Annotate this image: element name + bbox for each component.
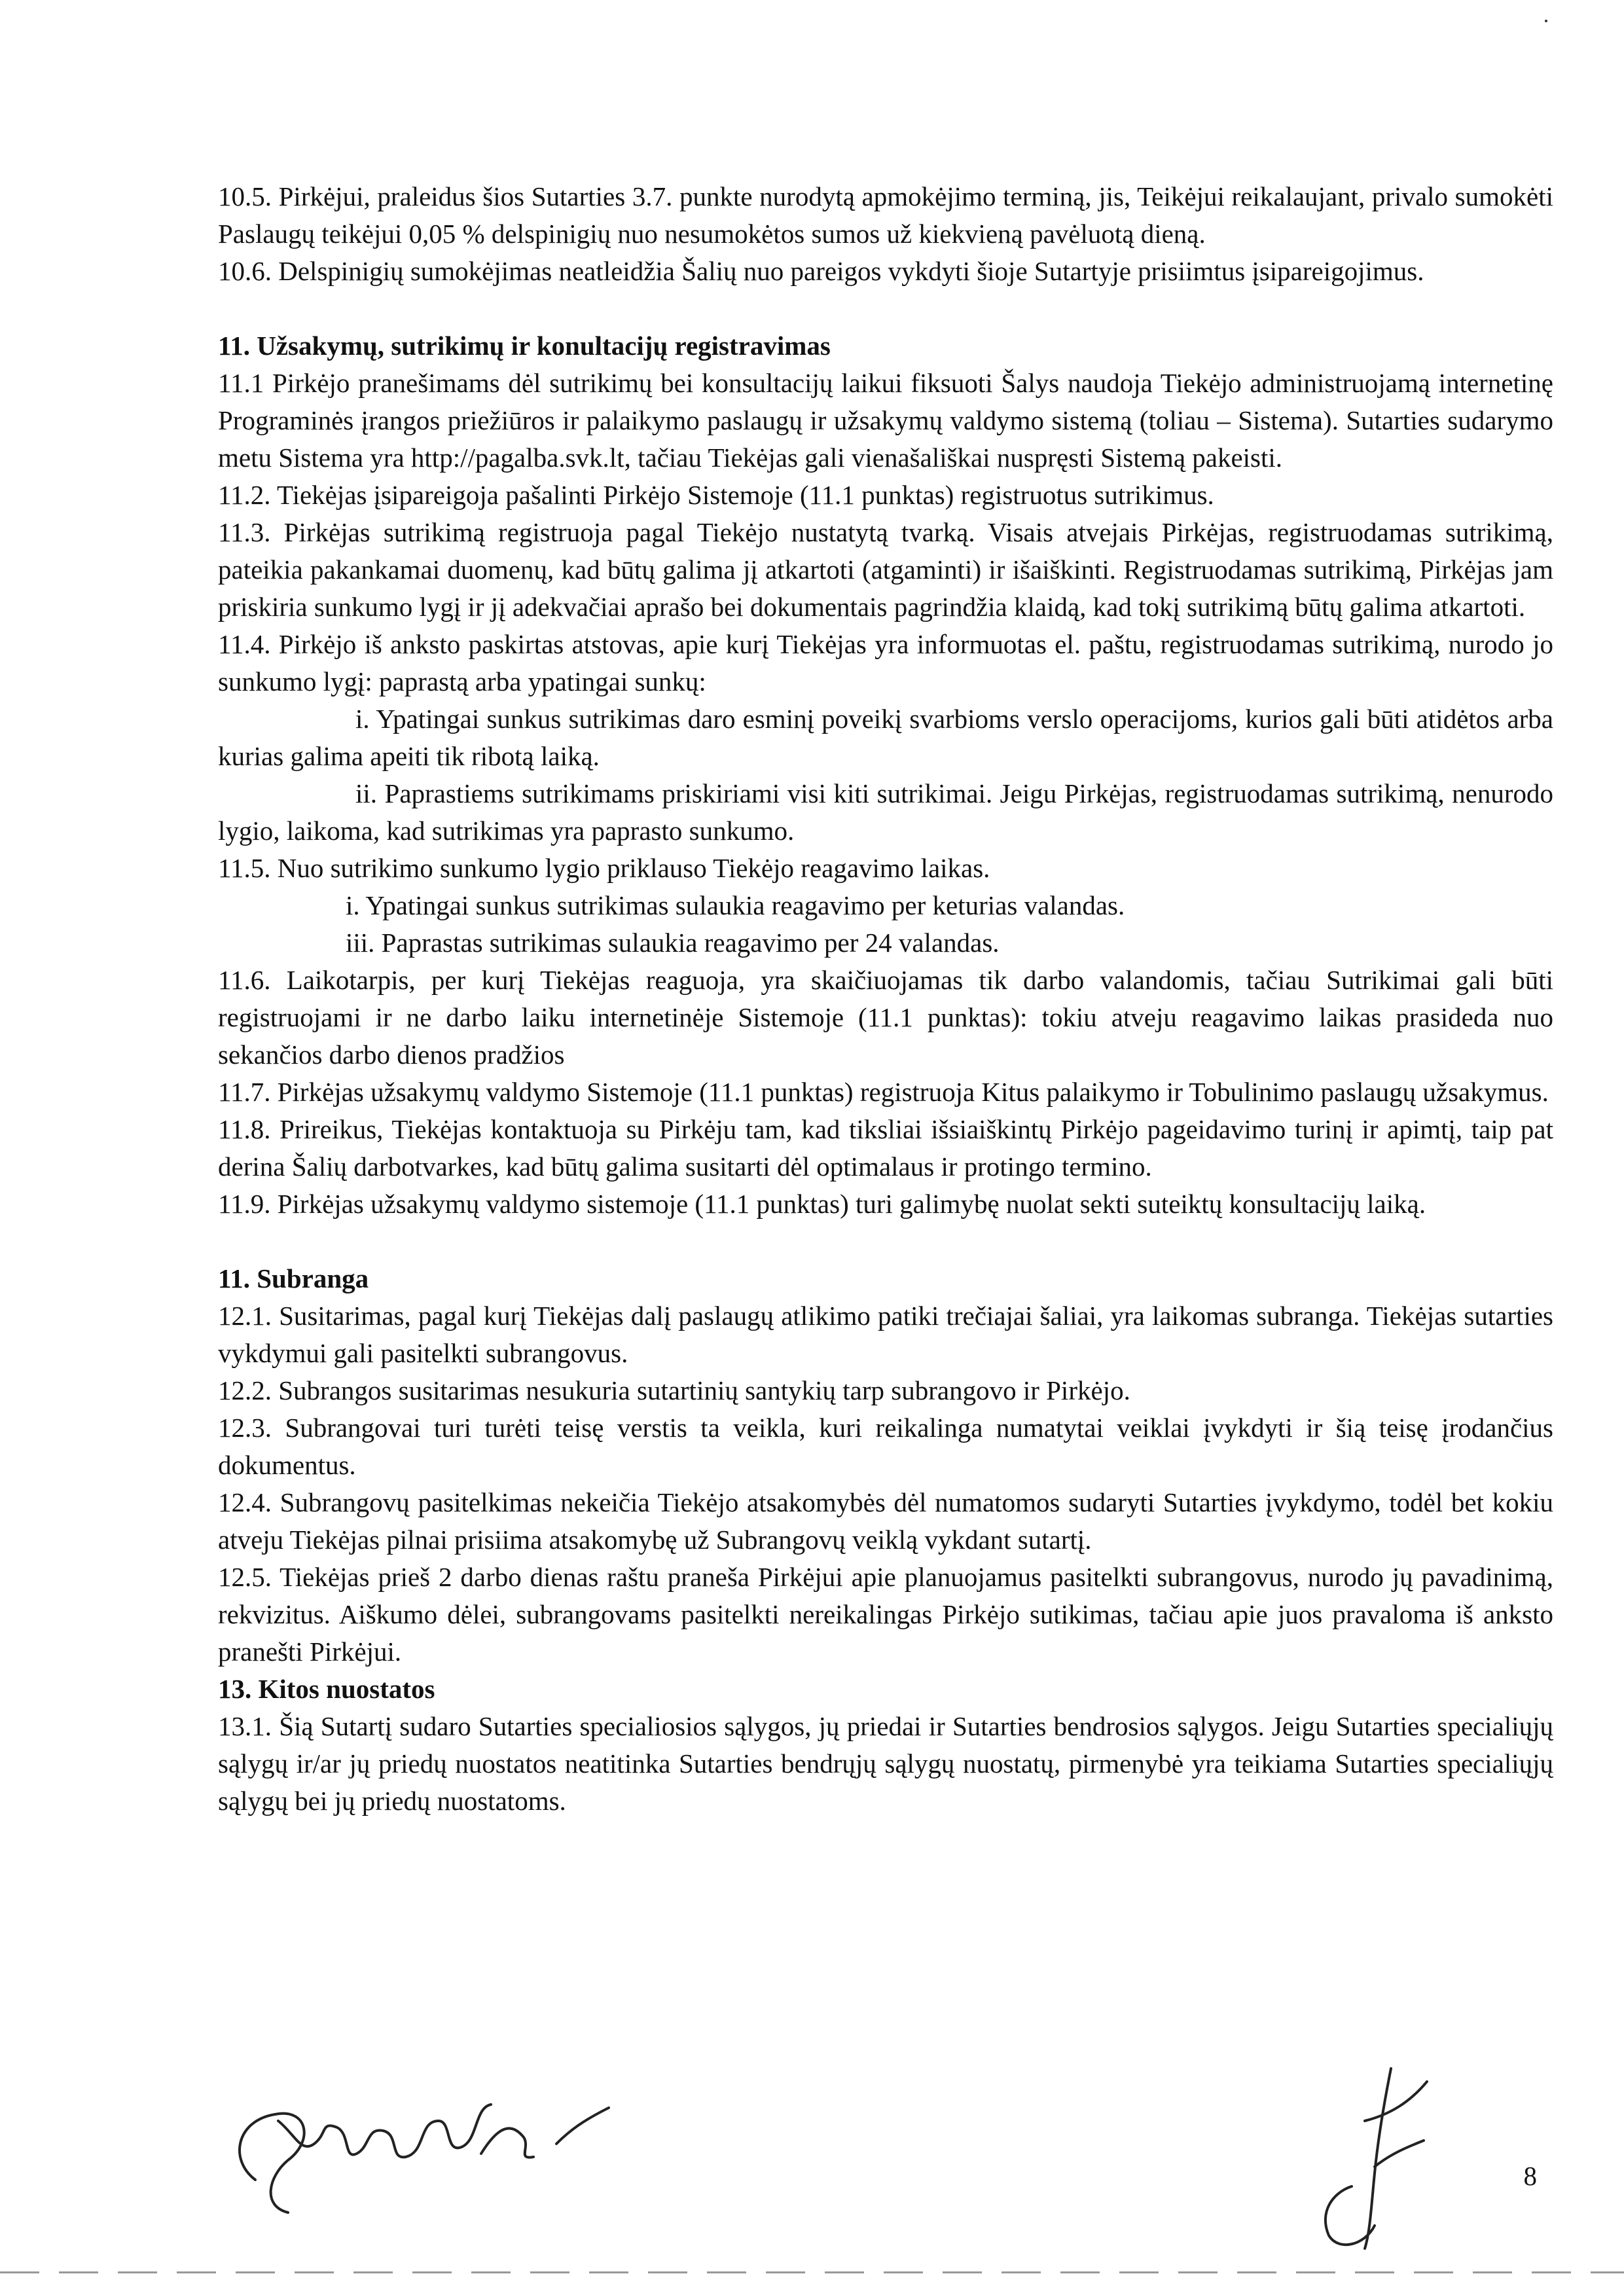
clause-10-5: 10.5. Pirkėjui, praleidus šios Sutarties 3.7. punkte nurodytą apmokėjimo terminą, jis, Teikėjui reikalaujant, privalo sumokėti Paslaugų teikėjui 0,05 % delspinigių nuo nesumokėtos sumos už kiekvieną pavėluotą dieną. bbox=[218, 181, 1553, 249]
clause-11-4-ii: ii. Paprastiems sutrikimams priskiriami visi kiti sutrikimai. Jeigu Pirkėjas, registruodamas sutrikimą, nenurodo lygio, laikoma, kad sutrikimas yra paprasto sunkumo. bbox=[218, 778, 1553, 846]
clause-11-6: 11.6. Laikotarpis, per kurį Tiekėjas reaguoja, yra skaičiuojamas tik darbo valandomis, tačiau Sutrikimai gali būti registruojami ir ne darbo laiku internetinėje Sistemoje (11.1 punktas): tokiu atveju reagavimo laikas prasideda nuo sekančios darbo dienos pradžios bbox=[218, 965, 1553, 1070]
clause-11-5-i: i. Ypatingai sunkus sutrikimas sulaukia reagavimo per keturias valandas. bbox=[346, 890, 1125, 920]
clause-10-6: 10.6. Delspinigių sumokėjimas neatleidžia Šalių nuo pareigos vykdyti šioje Sutartyje prisiimtus įsipareigojimus. bbox=[218, 256, 1424, 286]
clause-11-8: 11.8. Prireikus, Tiekėjas kontaktuoja su Pirkėju tam, kad tiksliai išsiaiškintų Pirkėjo pageidavimo turinį ir apimtį, taip pat derina Šalių darbotvarkes, kad būtų galima susitarti dėl optimalaus ir protingo termino. bbox=[218, 1114, 1553, 1182]
section-heading-11: 11. Užsakymų, sutrikimų ir konultacijų registravimas bbox=[218, 331, 831, 361]
clause-11-5-iii: iii. Paprastas sutrikimas sulaukia reagavimo per 24 valandas. bbox=[346, 928, 1000, 958]
signature-right bbox=[1293, 2062, 1437, 2258]
scan-speck bbox=[1545, 20, 1547, 22]
clause-12-2: 12.2. Subrangos susitarimas nesukuria sutartinių santykių tarp subrangovo ir Pirkėjo. bbox=[218, 1375, 1130, 1405]
clause-11-1: 11.1 Pirkėjo pranešimams dėl sutrikimų bei konsultacijų laikui fiksuoti Šalys naudoja Tiekėjo administruojamą internetinę Programinės įrangos priežiūros ir palaikymo paslaugų ir užsakymų valdymo sistemą (toliau – Sistema). Sutarties sudarymo metu Sistema yra http://pagalba.svk.lt, tačiau Tiekėjas gali vienašališkai nuspręsti Sistemą pakeisti. bbox=[218, 368, 1553, 473]
clause-12-4: 12.4. Subrangovų pasitelkimas nekeičia Tiekėjo atsakomybės dėl numatomos sudaryti Sutarties įvykdymo, todėl bet kokiu atveju Tiekėjas pilnai prisiima atsakomybę už Subrangovų veiklą vykdant sutartį. bbox=[218, 1487, 1553, 1555]
clause-11-9: 11.9. Pirkėjas užsakymų valdymo sistemoje (11.1 punktas) turi galimybę nuolat sekti suteiktų konsultacijų laiką. bbox=[218, 1189, 1426, 1219]
page-number: 8 bbox=[1523, 2161, 1537, 2191]
section-heading-subranga: 11. Subranga bbox=[218, 1263, 369, 1293]
signature-left bbox=[216, 2082, 622, 2232]
clause-11-3: 11.3. Pirkėjas sutrikimą registruoja pagal Tiekėjo nustatytą tvarką. Visais atvejais Pirkėjas, registruodamas sutrikimą, pateikia pakankamai duomenų, kad būtų galima jį atkartoti (atgaminti) ir išaiškinti. Registruodamas sutrikimą, Pirkėjas jam priskiria sunkumo lygį ir jį adekvačiai aprašo bei dokumentais pagrindžia klaidą, kad tokį sutrikimą būtų galima atkartoti. bbox=[218, 517, 1553, 622]
clause-12-1: 12.1. Susitarimas, pagal kurį Tiekėjas dalį paslaugų atlikimo patiki trečiajai šaliai, yra laikomas subranga. Tiekėjas sutarties vykdymui gali pasitelkti subrangovus. bbox=[218, 1301, 1553, 1368]
scan-edge-line bbox=[0, 2271, 1624, 2273]
clause-12-5: 12.5. Tiekėjas prieš 2 darbo dienas raštu praneša Pirkėjui apie planuojamus pasitelkti subrangovus, nurodo jų pavadinimą, rekvizitus. Aiškumo dėlei, subrangovams pasitelkti nereikalingas Pirkėjo sutikimas, tačiau apie juos pravaloma iš anksto pranešti Pirkėjui. bbox=[218, 1562, 1553, 1667]
clause-11-4: 11.4. Pirkėjo iš anksto paskirtas atstovas, apie kurį Tiekėjas yra informuotas el. paštu, registruodamas sutrikimą, nurodo jo sunkumo lygį: paprastą arba ypatingai sunkų: bbox=[218, 629, 1553, 696]
clause-11-7: 11.7. Pirkėjas užsakymų valdymo Sistemoje (11.1 punktas) registruoja Kitus palaikymo ir Tobulinimo paslaugų užsakymus. bbox=[218, 1077, 1549, 1107]
section-heading-13: 13. Kitos nuostatos bbox=[218, 1674, 435, 1704]
clause-12-3: 12.3. Subrangovai turi turėti teisę verstis ta veikla, kuri reikalinga numatytai veiklai įvykdyti ir šią teisę įrodančius dokumentus. bbox=[218, 1413, 1553, 1480]
document-body bbox=[218, 178, 1553, 1820]
clause-11-4-i: i. Ypatingai sunkus sutrikimas daro esminį poveikį svarbioms verslo operacijoms, kurios gali būti atidėtos arba kurias galima apeiti tik ribotą laiką. bbox=[218, 704, 1553, 771]
clause-11-5: 11.5. Nuo sutrikimo sunkumo lygio priklauso Tiekėjo reagavimo laikas. bbox=[218, 853, 990, 883]
clause-13-1: 13.1. Šią Sutartį sudaro Sutarties specialiosios sąlygos, jų priedai ir Sutarties bendrosios sąlygos. Jeigu Sutarties specialiųjų sąlygų ir/ar jų priedų nuostatos neatitinka Sutarties bendrųjų sąlygų nuostatų, pirmenybė yra teikiama Sutarties specialiųjų sąlygų bei jų priedų nuostatoms. bbox=[218, 1711, 1553, 1816]
clause-11-2: 11.2. Tiekėjas įsipareigoja pašalinti Pirkėjo Sistemoje (11.1 punktas) registruotus sutrikimus. bbox=[218, 480, 1214, 510]
